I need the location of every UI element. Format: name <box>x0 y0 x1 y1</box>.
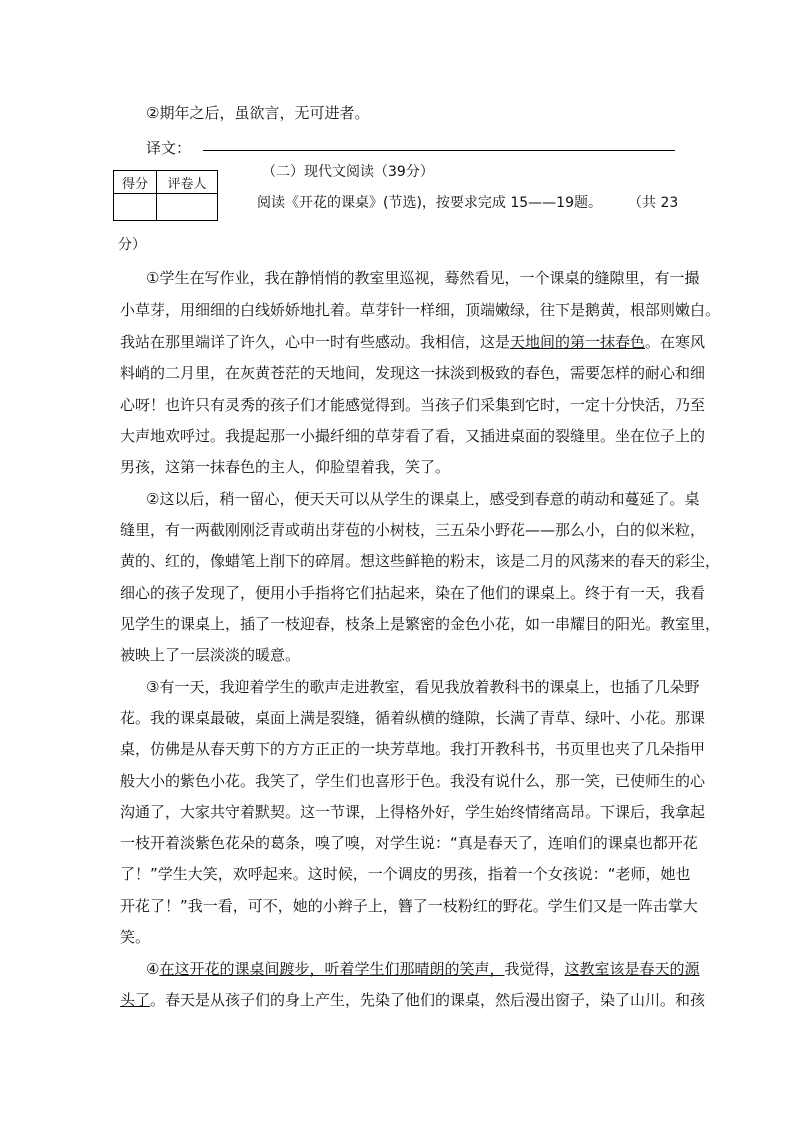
p1-line-4: 料峭的二月里，在灰黄苍茫的天地间，发现这一抹淡到极致的春色，需要怎样的耐心和细 <box>120 364 706 382</box>
p2-line-3: 黄的、红的，像蜡笔上削下的碎屑。想这些鲜艳的粉末，该是二月的风荡来的春天的彩尘， <box>120 552 721 570</box>
points-note-start: （共 23 <box>628 195 679 211</box>
p2-line-4: 细心的孩子发现了，便用小手指将它们拈起来，染在了他们的课桌上。终于有一天，我看 <box>120 584 706 602</box>
p1-line-7: 男孩，这第一抹春色的主人，仰脸望着我，笑了。 <box>120 458 451 476</box>
p2-line-6: 被映上了一层淡淡的暖意。 <box>120 646 301 664</box>
p3-line-7: 了！”学生大笑，欢呼起来。这时候，一个调皮的男孩，指着一个女孩说：“老师，她也 <box>120 865 691 883</box>
p3-line-3: 桌，仿佛是从春天剪下的方方正正的一块芳草地。我打开教科书，书页里也夹了几朵指甲 <box>120 740 706 758</box>
score-cell[interactable] <box>114 194 157 221</box>
underlined-phrase: 天地间的第一抹春色 <box>510 333 646 351</box>
p3-line-9: 笑。 <box>120 928 151 946</box>
p3-line-5: 沟通了，大家共守着默契。这一节课，上得格外好，学生始终情绪高昂。下课后，我拿起 <box>120 803 706 821</box>
question-line: ②期年之后，虽欲言，无可进者。 <box>146 104 370 122</box>
instruction: 阅读《开花的课桌》(节选)，按要求完成 15——19题。 <box>257 195 603 211</box>
p1-line-2: 小草芽，用细细的白线娇娇地扎着。草芽针一样细，顶端嫩绿，往下是鹅黄，根部则嫩白。 <box>120 301 721 319</box>
p2-line-1: ②这以后，稍一留心，便天天可以从学生的课桌上，感受到春意的萌动和蔓延了。桌 <box>146 490 700 508</box>
score-table <box>113 170 218 221</box>
p4-line-2: 头了。春天是从孩子们的身上产生，先染了他们的课桌，然后漫出窗子，染了山川。和孩 <box>120 991 706 1009</box>
underlined-sentence-a: 在这开花的课桌间踱步，听着学生们那晴朗的笑声， <box>159 960 505 978</box>
translation-answer-line[interactable] <box>203 150 675 151</box>
points-note-end: 分） <box>118 237 146 253</box>
p1-line-6: 大声地欢呼过。我提起那一小撮纤细的草芽看了看，又插进桌面的裂缝里。坐在位子上的 <box>120 427 706 445</box>
p1-line-3: 我站在那里端详了许久，心中一时有些感动。我相信，这是天地间的第一抹春色。在寒风 <box>120 333 706 351</box>
p3-line-8: 开花了！”我一看，可不，她的小辫子上，簪了一枝粉红的野花。学生们又是一阵击掌大 <box>120 897 698 915</box>
translation-label: 译文： <box>146 139 192 157</box>
p1-line-1: ①学生在写作业，我在静悄悄的教室里巡视，蓦然看见，一个课桌的缝隙里，有一撮 <box>146 269 700 287</box>
p3-line-2: 花。我的课桌最破，桌面上满是裂缝，循着纵横的缝隙，长满了青草、绿叶、小花。那课 <box>120 709 706 727</box>
p3-line-4: 般大小的紫色小花。我笑了，学生们也喜形于色。我没有说什么，那一笑，已使师生的心 <box>120 772 706 790</box>
score-header: 得分 <box>114 171 157 194</box>
p2-line-5: 见学生的课桌上，插了一枝迎春，枝条上是繁密的金色小花，如一串耀目的阳光。教室里， <box>120 615 721 633</box>
p1-line-5: 心呀！也许只有灵秀的孩子们才能感觉得到。当孩子们采集到它时，一定十分快活，乃至 <box>120 396 706 414</box>
p2-line-2: 缝里，有一两截刚刚泛青或萌出芽苞的小树枝，三五朵小野花——那么小，白的似米粒， <box>120 521 706 539</box>
grader-cell[interactable] <box>157 194 218 221</box>
p3-line-6: 一枝开着淡紫色花朵的葛条，嗅了嗅，对学生说：“真是春天了，连咱们的课桌也都开花 <box>120 834 698 852</box>
p4-line-1: ④在这开花的课桌间踱步，听着学生们那晴朗的笑声，我觉得，这教室该是春天的源 <box>146 960 700 978</box>
grader-header: 评卷人 <box>157 171 218 194</box>
underlined-sentence-b-end: 头了 <box>120 991 151 1009</box>
underlined-sentence-b: 这教室该是春天的源 <box>564 960 700 978</box>
p3-line-1: ③有一天，我迎着学生的歌声走进教室，看见我放着教科书的课桌上，也插了几朵野 <box>146 678 700 696</box>
section-title: （二）现代文阅读（39分） <box>262 164 434 180</box>
